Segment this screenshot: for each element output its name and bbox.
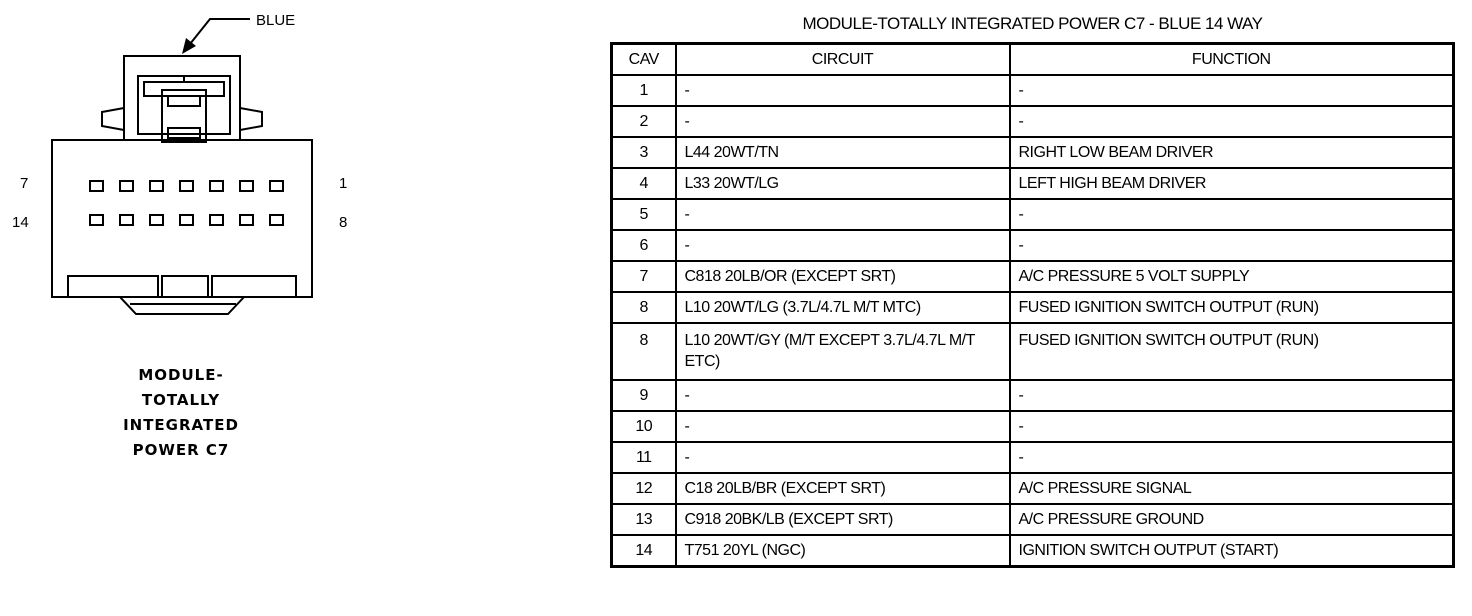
pin-label-8: 8: [339, 214, 348, 231]
connector-face-diagram: [0, 0, 600, 616]
color-callout-label: BLUE: [256, 12, 296, 29]
cav-cell: 2: [612, 106, 676, 137]
module-name: [90, 363, 272, 463]
function-cell: -: [1010, 230, 1454, 261]
cav-cell: 13: [612, 504, 676, 535]
circuit-cell: -: [676, 199, 1010, 230]
function-cell: -: [1010, 411, 1454, 442]
module-name-line: TOTALLY: [141, 391, 221, 409]
circuit-cell: -: [676, 75, 1010, 106]
function-cell: -: [1010, 442, 1454, 473]
table-row: [612, 230, 1454, 261]
cavity-grid: [90, 181, 283, 225]
pin-label-7: 7: [20, 175, 29, 192]
cav-cell: 11: [612, 442, 676, 473]
function-cell: A/C PRESSURE SIGNAL: [1010, 473, 1454, 504]
circuit-cell: T751 20YL (NGC): [676, 535, 1010, 567]
module-name-line: POWER C7: [132, 441, 230, 459]
cav-cell: 1: [612, 75, 676, 106]
circuit-cell: L10 20WT/GY (M/T EXCEPT 3.7L/4.7L M/T ETC): [676, 323, 1010, 380]
pin-label-1: 1: [339, 175, 348, 192]
table-row: [612, 411, 1454, 442]
function-cell: RIGHT LOW BEAM DRIVER: [1010, 137, 1454, 168]
header-cav: CAV: [612, 44, 676, 76]
cav-cell: 7: [612, 261, 676, 292]
cav-cell: 12: [612, 473, 676, 504]
circuit-cell: L44 20WT/TN: [676, 137, 1010, 168]
table-row: [612, 168, 1454, 199]
function-cell: FUSED IGNITION SWITCH OUTPUT (RUN): [1010, 323, 1454, 380]
table-row: [612, 137, 1454, 168]
table-row: [612, 106, 1454, 137]
color-callout-leader: [182, 19, 250, 54]
circuit-cell: L10 20WT/LG (3.7L/4.7L M/T MTC): [676, 292, 1010, 323]
circuit-cell: -: [676, 380, 1010, 411]
connector-latch: [102, 56, 262, 142]
cav-cell: 8: [612, 323, 676, 380]
table-row: [612, 323, 1454, 380]
function-cell: LEFT HIGH BEAM DRIVER: [1010, 168, 1454, 199]
circuit-cell: -: [676, 230, 1010, 261]
function-cell: -: [1010, 199, 1454, 230]
circuit-cell: C818 20LB/OR (EXCEPT SRT): [676, 261, 1010, 292]
connector-body: [52, 140, 312, 314]
circuit-cell: -: [676, 106, 1010, 137]
circuit-cell: C918 20BK/LB (EXCEPT SRT): [676, 504, 1010, 535]
table-row: [612, 75, 1454, 106]
cav-cell: 4: [612, 168, 676, 199]
table-row: [612, 504, 1454, 535]
module-name-line: INTEGRATED: [123, 416, 239, 434]
table-row: [612, 535, 1454, 567]
table-row: [612, 380, 1454, 411]
function-cell: -: [1010, 106, 1454, 137]
table-row: [612, 199, 1454, 230]
cav-cell: 8: [612, 292, 676, 323]
circuit-cell: -: [676, 411, 1010, 442]
function-cell: -: [1010, 75, 1454, 106]
circuit-cell: -: [676, 442, 1010, 473]
cav-cell: 9: [612, 380, 676, 411]
function-cell: A/C PRESSURE GROUND: [1010, 504, 1454, 535]
header-function: FUNCTION: [1010, 44, 1454, 76]
circuit-cell: L33 20WT/LG: [676, 168, 1010, 199]
cav-cell: 3: [612, 137, 676, 168]
function-cell: -: [1010, 380, 1454, 411]
cav-cell: 10: [612, 411, 676, 442]
cav-cell: 5: [612, 199, 676, 230]
pin-label-14: 14: [12, 214, 29, 231]
table-header-row: [612, 44, 1454, 76]
function-cell: IGNITION SWITCH OUTPUT (START): [1010, 535, 1454, 567]
header-circuit: CIRCUIT: [676, 44, 1010, 76]
table-title: MODULE-TOTALLY INTEGRATED POWER C7 - BLUE 14 WAY: [802, 14, 1263, 33]
table-row: [612, 442, 1454, 473]
cav-cell: 14: [612, 535, 676, 567]
circuit-cell: C18 20LB/BR (EXCEPT SRT): [676, 473, 1010, 504]
table-row: [612, 292, 1454, 323]
module-name-line: MODULE-: [138, 366, 224, 384]
function-cell: A/C PRESSURE 5 VOLT SUPPLY: [1010, 261, 1454, 292]
cav-cell: 6: [612, 230, 676, 261]
function-cell: FUSED IGNITION SWITCH OUTPUT (RUN): [1010, 292, 1454, 323]
table-row: [612, 261, 1454, 292]
pinout-table: [610, 42, 1455, 568]
table-row: [612, 473, 1454, 504]
